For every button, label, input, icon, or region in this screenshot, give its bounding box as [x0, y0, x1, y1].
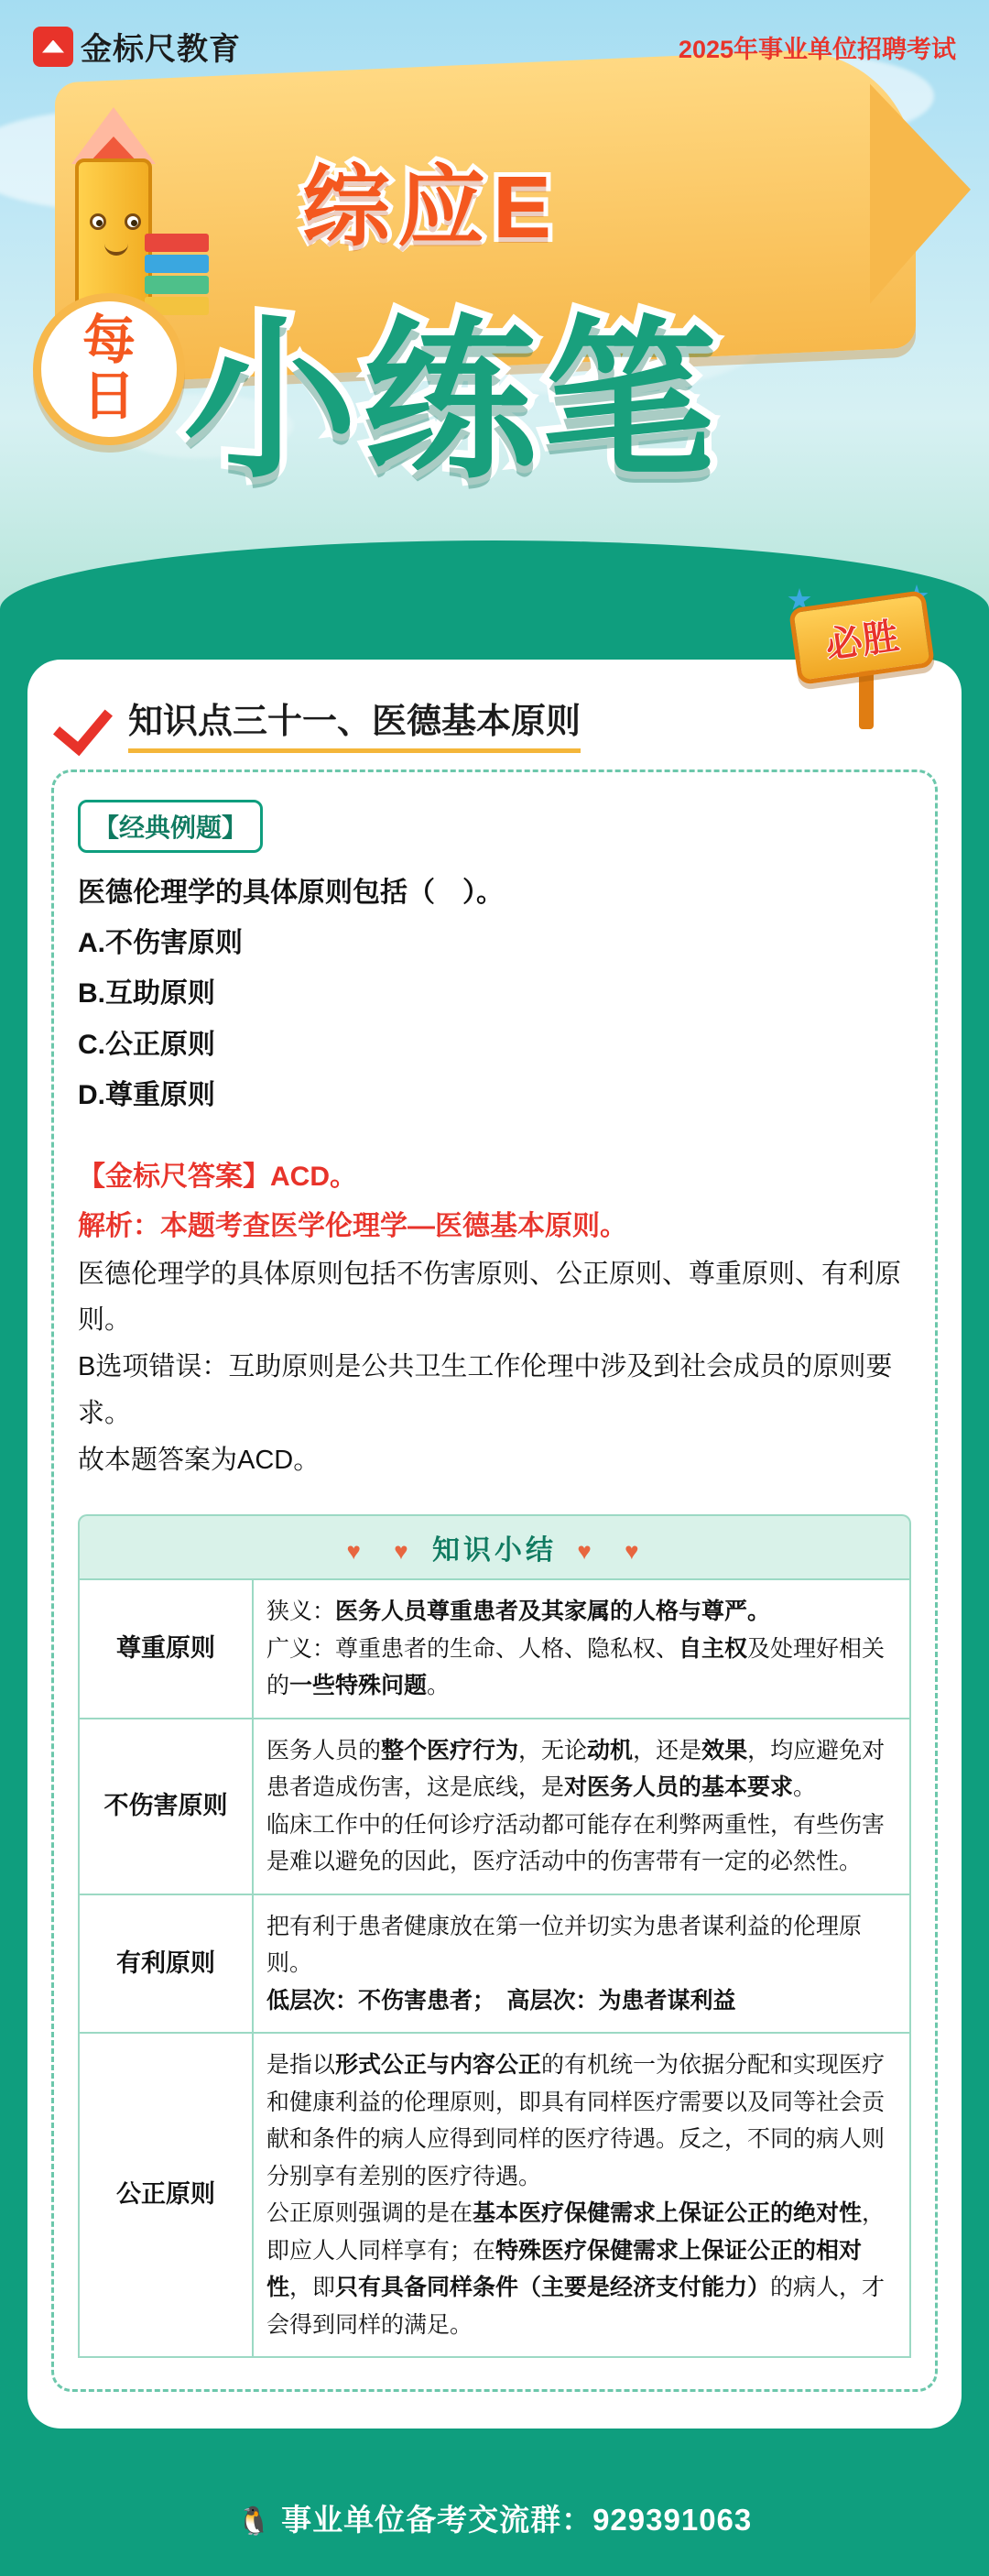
row-value: 狭义：医务人员尊重患者及其家属的人格与尊严。 广义：尊重患者的生命、人格、隐私权、自主权及处理好相关的一些特殊问题。	[253, 1579, 910, 1719]
row-key: 公正原则	[79, 2033, 253, 2357]
table-row	[79, 1719, 910, 1894]
content-area	[0, 616, 989, 2465]
heart-icon: ♥	[346, 1537, 364, 1566]
table-row	[79, 1579, 910, 1719]
analysis-line: 解析：本题考查医学伦理学—医德基本原则。	[78, 1210, 627, 1241]
analysis-paragraph-2: B选项错误：互助原则是公共卫生工作伦理中涉及到社会成员的原则要求。	[78, 1352, 893, 1428]
daily-badge-line2: 日	[82, 366, 136, 426]
triangle-logo-icon	[33, 27, 73, 67]
row-value: 把有利于患者健康放在第一位并切实为患者谋利益的伦理原则。 低层次：不伤害患者； 高层次：为患者谋利益	[253, 1894, 910, 2034]
row-key: 尊重原则	[79, 1579, 253, 1719]
heart-icon: ♥	[394, 1537, 412, 1566]
row-value: 是指以形式公正与内容公正的有机统一为依据分配和实现医疗和健康利益的伦理原则，即具有同样医疗需要以及同等社会贡献和条件的病人应得到同样的医疗待遇。反之，不同的病人则分别享有差别的医疗待遇。 公正原则强调的是在基本医疗保健需求上保证公正的绝对性，即应人人同样享有；在特殊医疗保健需求上保证公正的相对性，即只有具备同样条件（主要是经济支付能力）的病人，才会得到同样的满足。	[253, 2033, 910, 2357]
footer-bar	[0, 2465, 989, 2576]
brand-logo	[33, 24, 241, 69]
row-key: 有利原则	[79, 1894, 253, 2034]
option-a: A.不伤害原则	[78, 927, 243, 958]
example-tag: 【经典例题】	[78, 800, 263, 853]
row-key: 不伤害原则	[79, 1719, 253, 1894]
page-title: 知识点三十一、医德基本原则	[128, 693, 581, 753]
summary-title-bar	[78, 1514, 911, 1578]
hero-banner	[0, 0, 989, 696]
question-stem: 医德伦理学的具体原则包括（ ）。	[78, 878, 504, 908]
main-title: 小练笔	[183, 304, 723, 498]
brand-name: 金标尺教育	[81, 32, 241, 67]
analysis-paragraph-1: 医德伦理学的具体原则包括不伤害原则、公正原则、尊重原则、有利原则。	[78, 1259, 902, 1336]
row-value: 医务人员的整个医疗行为，无论动机，还是效果，均应避免对患者造成伤害，这是底线，是对医务人员的基本要求。 临床工作中的任何诊疗活动都可能存在利弊两重性，有些伤害是难以避免的因此，医疗活动中的伤害带有一定的必然性。	[253, 1719, 910, 1894]
table-row	[79, 2033, 910, 2357]
victory-ribbon	[793, 594, 930, 731]
subject-title: 综应E	[302, 158, 560, 257]
answer-line: 【金标尺答案】ACD。	[78, 1161, 357, 1192]
option-d: D.尊重原则	[78, 1080, 215, 1110]
red-check-icon	[57, 693, 115, 752]
daily-badge-line1: 每	[82, 311, 136, 371]
option-c: C.公正原则	[78, 1029, 215, 1060]
summary-title: 知识小结	[432, 1535, 557, 1566]
summary-section	[78, 1514, 911, 2358]
main-card	[27, 616, 962, 2429]
question-panel	[51, 770, 938, 2392]
penguin-icon: 🐧	[236, 2506, 273, 2538]
table-row	[79, 1894, 910, 2034]
analysis-paragraph-3: 故本题答案为ACD。	[78, 1445, 321, 1475]
daily-badge	[33, 293, 185, 445]
exam-title: 2025年事业单位招聘考试	[678, 36, 956, 63]
summary-table	[78, 1578, 911, 2358]
ribbon-label: 必胜	[822, 616, 902, 666]
option-b: B.互助原则	[78, 978, 215, 1009]
heart-icon: ♥	[625, 1537, 643, 1566]
footer-text: 事业单位备考交流群：929391063	[281, 2503, 753, 2538]
ribbon-plate	[788, 590, 935, 685]
heart-icon: ♥	[577, 1537, 595, 1566]
